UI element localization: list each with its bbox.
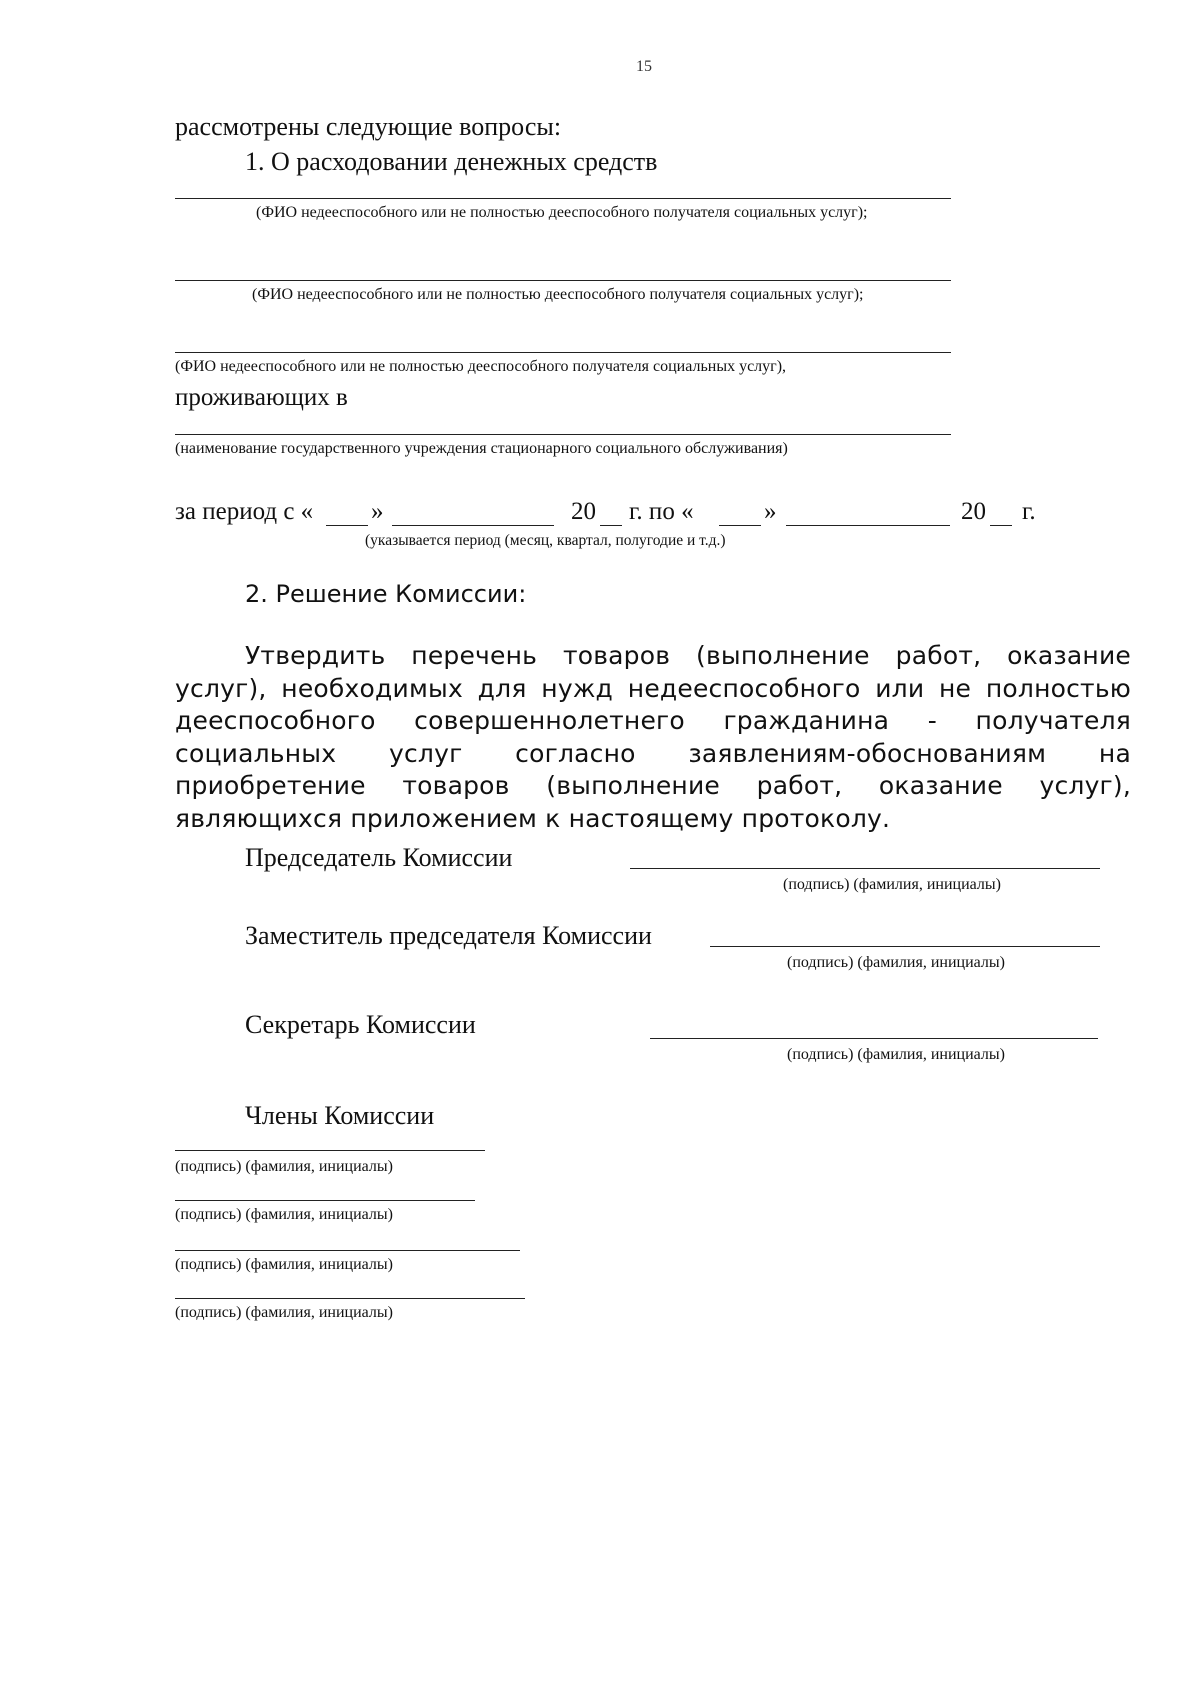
period-day-from-line[interactable] [326, 525, 368, 526]
fio-line-2[interactable] [175, 280, 951, 281]
fio-line-3[interactable] [175, 352, 951, 353]
period-year-end: г. [1022, 498, 1036, 525]
member-3-caption: (подпись) (фамилия, инициалы) [175, 1256, 393, 1273]
member-2-signature-line[interactable] [175, 1200, 475, 1201]
living-in-label: проживающих в [175, 384, 348, 411]
member-4-signature-line[interactable] [175, 1298, 525, 1299]
deputy-chairman-label: Заместитель председателя Комиссии [245, 921, 652, 950]
member-1-caption: (подпись) (фамилия, инициалы) [175, 1158, 393, 1175]
secretary-label: Секретарь Комиссии [245, 1010, 476, 1039]
decision-text: Утвердить перечень товаров (выполнение работ, оказание услуг), необходимых для нужд недееспособного или не полностью дееспособного совершеннолетнего гражданина - получателя социальных услуг согласно заявлениям-обоснованиям на приобретение товаров (выполнение работ, оказание услуг), являющихся приложением к настоящему протоколу. [175, 641, 1131, 833]
fio-caption-1: (ФИО недееспособного или не полностью дееспособного получателя социальных услуг); [256, 204, 868, 221]
period-month-from-line[interactable] [392, 525, 554, 526]
secretary-signature-caption: (подпись) (фамилия, инициалы) [787, 1046, 1005, 1063]
member-3-signature-line[interactable] [175, 1250, 520, 1251]
period-from-label: за период с « [175, 498, 314, 525]
period-year-to-line[interactable] [990, 525, 1012, 526]
fio-line-1[interactable] [175, 198, 951, 199]
chairman-label: Председатель Комиссии [245, 843, 513, 872]
deputy-signature-caption: (подпись) (фамилия, инициалы) [787, 954, 1005, 971]
member-2-caption: (подпись) (фамилия, инициалы) [175, 1206, 393, 1223]
period-note: (указывается период (месяц, квартал, полугодие и т.д.) [365, 532, 726, 549]
institution-line[interactable] [175, 434, 951, 435]
period-quote-close-2: » [764, 498, 777, 525]
institution-caption: (наименование государственного учреждения стационарного социального обслуживания) [175, 440, 788, 457]
page-number: 15 [636, 58, 652, 75]
item-2-heading: 2. Решение Комиссии: [245, 580, 527, 608]
fio-caption-3: (ФИО недееспособного или не полностью дееспособного получателя социальных услуг), [175, 358, 787, 375]
period-day-to-line[interactable] [719, 525, 761, 526]
period-year-prefix-2: 20 [961, 498, 986, 525]
member-1-signature-line[interactable] [175, 1150, 485, 1151]
member-4-caption: (подпись) (фамилия, инициалы) [175, 1304, 393, 1321]
chairman-signature-line[interactable] [630, 868, 1100, 869]
item-1-heading: 1. О расходовании денежных средств [245, 147, 658, 176]
period-year-from-line[interactable] [600, 525, 622, 526]
period-to-label: г. по « [629, 498, 694, 525]
period-quote-close: » [371, 498, 384, 525]
intro-text: рассмотрены следующие вопросы: [175, 112, 562, 141]
members-label: Члены Комиссии [245, 1101, 435, 1130]
period-year-prefix: 20 [571, 498, 596, 525]
chairman-signature-caption: (подпись) (фамилия, инициалы) [783, 876, 1001, 893]
secretary-signature-line[interactable] [650, 1038, 1098, 1039]
fio-caption-2: (ФИО недееспособного или не полностью дееспособного получателя социальных услуг); [252, 286, 864, 303]
deputy-signature-line[interactable] [710, 946, 1100, 947]
period-month-to-line[interactable] [786, 525, 950, 526]
